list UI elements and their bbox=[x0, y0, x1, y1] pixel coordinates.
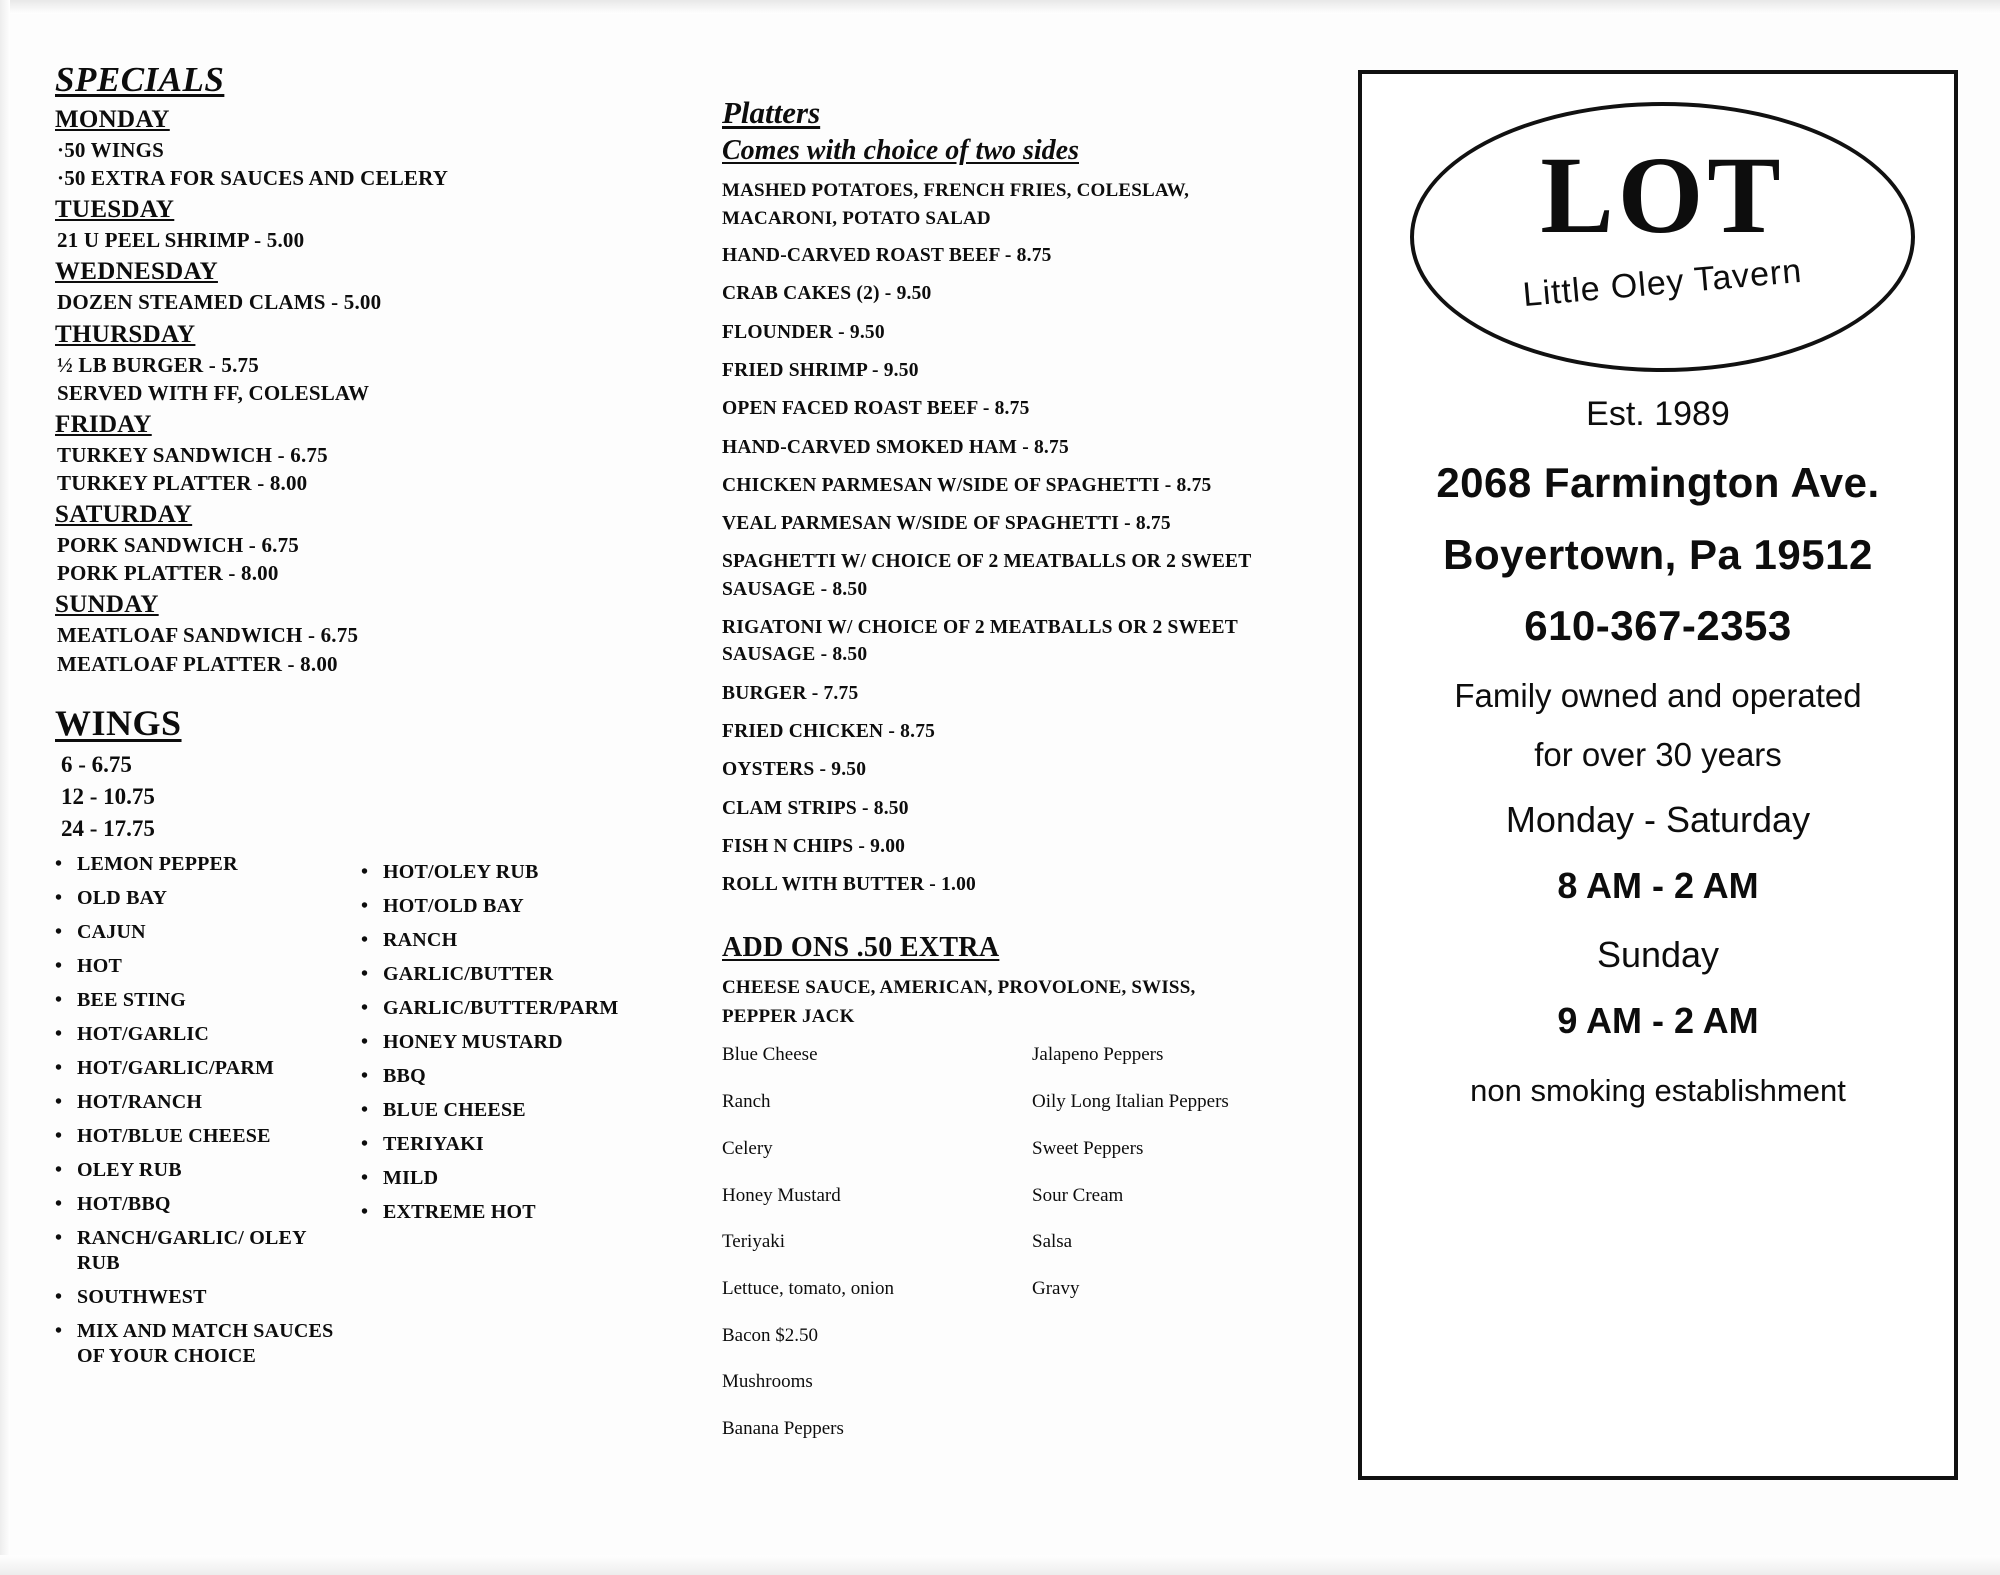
list-item bbox=[361, 1166, 651, 1191]
list-item: Sour Cream bbox=[1032, 1184, 1124, 1206]
list-item bbox=[361, 1132, 651, 1157]
list-item: Banana Peppers bbox=[722, 1417, 844, 1439]
platter-item: OYSTERS - 9.50 bbox=[722, 759, 867, 781]
platter-item: ROLL WITH BUTTER - 1.00 bbox=[722, 874, 977, 896]
wing-flavor-label: HOT/RANCH bbox=[77, 1090, 203, 1113]
wing-flavor-lists bbox=[55, 852, 675, 1378]
specials-tuesday-line-1: 21 U PEEL SHRIMP - 5.00 bbox=[57, 228, 305, 253]
years-in-business-line: for over 30 years bbox=[1534, 735, 1782, 773]
addons-heading: ADD ONS .50 EXTRA bbox=[722, 932, 1000, 964]
bullet-icon: • bbox=[361, 894, 369, 917]
specials-saturday-line-1: PORK SANDWICH - 6.75 bbox=[57, 533, 300, 558]
wing-flavor-label: HOT/OLD BAY bbox=[383, 894, 524, 917]
platter-item: CRAB CAKES (2) - 9.50 bbox=[722, 283, 932, 305]
bullet-icon: • bbox=[55, 1056, 63, 1079]
list-item: Gravy bbox=[1032, 1277, 1080, 1299]
list-item bbox=[361, 928, 651, 953]
specials-thursday-line-2: SERVED WITH FF, COLESLAW bbox=[57, 380, 370, 405]
list-item: Sweet Peppers bbox=[1032, 1137, 1144, 1159]
platter-item: FRIED SHRIMP - 9.50 bbox=[722, 359, 919, 381]
platter-item: FISH N CHIPS - 9.00 bbox=[722, 835, 906, 857]
bullet-icon: • bbox=[361, 860, 369, 883]
wing-flavor-column-1 bbox=[55, 852, 345, 1378]
wing-flavor-label: BLUE CHEESE bbox=[383, 1098, 526, 1121]
weekday-range: Monday - Saturday bbox=[1505, 798, 1811, 840]
sunday-label: Sunday bbox=[1596, 933, 1720, 975]
platter-item: BURGER - 7.75 bbox=[722, 682, 859, 704]
bullet-icon: • bbox=[361, 1098, 369, 1121]
bullet-icon: • bbox=[55, 852, 63, 875]
platter-item: SPAGHETTI W/ CHOICE OF 2 MEATBALLS OR 2 SWEET SAUSAGE - 8.50 bbox=[722, 551, 1252, 600]
logo-tagline: Little Oley Tavern bbox=[1521, 251, 1804, 315]
wing-flavor-label: HOT/GARLIC bbox=[77, 1022, 210, 1045]
bullet-icon: • bbox=[55, 954, 63, 977]
platter-item: RIGATONI W/ CHOICE OF 2 MEATBALLS OR 2 SWEET SAUSAGE - 8.50 bbox=[722, 617, 1238, 666]
list-item: Bacon $2.50 bbox=[722, 1324, 819, 1346]
bullet-icon: • bbox=[55, 1319, 63, 1342]
specials-and-wings-column bbox=[55, 60, 675, 1378]
list-item: Ranch bbox=[722, 1091, 771, 1113]
wing-flavor-label: HOT bbox=[77, 954, 123, 977]
restaurant-info-card bbox=[1358, 70, 1958, 1480]
bullet-icon: • bbox=[55, 1192, 63, 1215]
list-item bbox=[55, 954, 345, 979]
sunday-hours: 9 AM - 2 AM bbox=[1557, 1000, 1759, 1042]
list-item bbox=[361, 860, 651, 885]
list-item bbox=[55, 1226, 345, 1276]
wing-flavor-label: RANCH bbox=[383, 928, 458, 951]
scan-edge-top bbox=[0, 0, 2000, 14]
bullet-icon: • bbox=[361, 1030, 369, 1053]
list-item bbox=[55, 852, 345, 877]
wing-flavor-label: HOT/OLEY RUB bbox=[383, 860, 539, 883]
wing-flavor-label: HOT/GARLIC/PARM bbox=[77, 1056, 275, 1079]
bullet-icon: • bbox=[55, 988, 63, 1011]
scan-edge-bottom bbox=[0, 1555, 2000, 1575]
specials-sunday-line-1: MEATLOAF SANDWICH - 6.75 bbox=[57, 623, 359, 648]
platter-item: FRIED CHICKEN - 8.75 bbox=[722, 720, 936, 742]
list-item bbox=[55, 1285, 345, 1310]
specials-friday-line-2: TURKEY PLATTER - 8.00 bbox=[57, 470, 308, 495]
non-smoking-note: non smoking establishment bbox=[1470, 1072, 1846, 1108]
wing-flavor-label: EXTREME HOT bbox=[383, 1200, 536, 1223]
list-item bbox=[55, 988, 345, 1013]
list-item: Teriyaki bbox=[722, 1231, 786, 1253]
scan-edge-left bbox=[0, 0, 10, 1575]
specials-day-wednesday: WEDNESDAY bbox=[55, 258, 218, 286]
bullet-icon: • bbox=[55, 1158, 63, 1181]
wing-flavor-label: OLEY RUB bbox=[77, 1158, 182, 1181]
specials-day-tuesday: TUESDAY bbox=[55, 196, 175, 224]
street-address: 2068 Farmington Ave. bbox=[1436, 459, 1880, 507]
platters-heading: Platters bbox=[722, 95, 821, 130]
list-item bbox=[361, 996, 651, 1021]
list-item bbox=[361, 1064, 651, 1089]
list-item bbox=[55, 886, 345, 911]
list-item bbox=[361, 962, 651, 987]
specials-monday-line-1: ·50 WINGS bbox=[57, 138, 165, 162]
addons-column-2 bbox=[1032, 1043, 1302, 1463]
list-item bbox=[55, 1022, 345, 1047]
list-item bbox=[55, 1319, 345, 1369]
bullet-icon: • bbox=[55, 920, 63, 943]
specials-heading: SPECIALS bbox=[55, 60, 225, 99]
wing-flavor-column-2 bbox=[361, 852, 651, 1378]
wing-flavor-label: MILD bbox=[383, 1166, 439, 1189]
wing-flavor-label: LEMON PEPPER bbox=[77, 852, 238, 875]
wings-price-24: 24 - 17.75 bbox=[61, 815, 155, 841]
platter-item: FLOUNDER - 9.50 bbox=[722, 321, 885, 343]
list-item bbox=[55, 1124, 345, 1149]
phone-number: 610-367-2353 bbox=[1524, 602, 1792, 650]
platter-item: OPEN FACED ROAST BEEF - 8.75 bbox=[722, 398, 1030, 420]
bullet-icon: • bbox=[55, 886, 63, 909]
established-year: Est. 1989 bbox=[1586, 395, 1730, 433]
bullet-icon: • bbox=[55, 1285, 63, 1308]
wing-flavor-label: HONEY MUSTARD bbox=[383, 1030, 563, 1053]
card-info-lines bbox=[1380, 394, 1936, 1109]
specials-thursday-line-1: ½ LB BURGER - 5.75 bbox=[57, 352, 259, 377]
specials-friday-line-1: TURKEY SANDWICH - 6.75 bbox=[57, 442, 328, 467]
bullet-icon: • bbox=[55, 1226, 63, 1249]
bullet-icon: • bbox=[361, 962, 369, 985]
wing-flavor-label: BBQ bbox=[383, 1064, 426, 1087]
wing-flavor-label: MIX AND MATCH SAUCES OF YOUR CHOICE bbox=[77, 1319, 334, 1367]
specials-saturday-line-2: PORK PLATTER - 8.00 bbox=[57, 561, 279, 586]
wings-heading: WINGS bbox=[55, 702, 182, 743]
list-item bbox=[361, 894, 651, 919]
list-item bbox=[361, 1098, 651, 1123]
city-state-zip: Boyertown, Pa 19512 bbox=[1443, 530, 1873, 578]
card-border bbox=[1358, 70, 1958, 1480]
addons-cheese-note: CHEESE SAUCE, AMERICAN, PROVOLONE, SWISS, PEPPER JACK bbox=[722, 977, 1196, 1027]
wing-flavor-label: SOUTHWEST bbox=[77, 1285, 207, 1308]
logo-oval bbox=[1410, 102, 1915, 372]
bullet-icon: • bbox=[361, 1064, 369, 1087]
bullet-icon: • bbox=[55, 1090, 63, 1113]
list-item bbox=[55, 920, 345, 945]
wing-flavor-label: BEE STING bbox=[77, 988, 187, 1011]
list-item bbox=[55, 1158, 345, 1183]
specials-day-saturday: SATURDAY bbox=[55, 501, 193, 529]
list-item bbox=[55, 1056, 345, 1081]
platter-item: HAND-CARVED ROAST BEEF - 8.75 bbox=[722, 245, 1052, 267]
wing-flavor-label: RANCH/GARLIC/ OLEY RUB bbox=[77, 1226, 306, 1274]
specials-sunday-line-2: MEATLOAF PLATTER - 8.00 bbox=[57, 651, 338, 676]
wings-price-6: 6 - 6.75 bbox=[61, 751, 132, 777]
specials-monday-line-2: ·50 EXTRA FOR SAUCES AND CELERY bbox=[57, 166, 449, 191]
addons-column-1 bbox=[722, 1043, 992, 1463]
list-item bbox=[361, 1200, 651, 1225]
wing-flavor-label: CAJUN bbox=[77, 920, 146, 943]
bullet-icon: • bbox=[55, 1022, 63, 1045]
addons-lists bbox=[722, 1043, 1342, 1463]
list-item: Oily Long Italian Peppers bbox=[1032, 1091, 1229, 1113]
platter-item: CLAM STRIPS - 8.50 bbox=[722, 797, 909, 819]
list-item bbox=[55, 1090, 345, 1115]
list-item: Salsa bbox=[1032, 1231, 1073, 1253]
wing-flavor-label: TERIYAKI bbox=[383, 1132, 484, 1155]
list-item: Honey Mustard bbox=[722, 1184, 841, 1206]
specials-wednesday-line-1: DOZEN STEAMED CLAMS - 5.00 bbox=[57, 290, 382, 315]
platters-subheading: Comes with choice of two sides bbox=[722, 135, 1079, 166]
list-item bbox=[55, 1192, 345, 1217]
bullet-icon: • bbox=[361, 996, 369, 1019]
bullet-icon: • bbox=[55, 1124, 63, 1147]
list-item bbox=[361, 1030, 651, 1055]
bullet-icon: • bbox=[361, 1132, 369, 1155]
list-item: Jalapeno Peppers bbox=[1032, 1044, 1164, 1066]
specials-day-sunday: SUNDAY bbox=[55, 591, 159, 619]
list-item: Mushrooms bbox=[722, 1371, 813, 1393]
wing-flavor-label: HOT/BLUE CHEESE bbox=[77, 1124, 271, 1147]
platter-item: VEAL PARMESAN W/SIDE OF SPAGHETTI - 8.75 bbox=[722, 513, 1171, 535]
platter-item: CHICKEN PARMESAN W/SIDE OF SPAGHETTI - 8.75 bbox=[722, 474, 1212, 496]
wing-flavor-label: HOT/BBQ bbox=[77, 1192, 171, 1215]
specials-day-thursday: THURSDAY bbox=[55, 320, 196, 348]
family-owned-line: Family owned and operated bbox=[1454, 676, 1862, 714]
specials-day-monday: MONDAY bbox=[55, 106, 170, 133]
platters-sides-note: MASHED POTATOES, FRENCH FRIES, COLESLAW, MACARONI, POTATO SALAD bbox=[722, 180, 1190, 229]
list-item: Celery bbox=[722, 1137, 773, 1159]
wing-flavor-label: GARLIC/BUTTER bbox=[383, 962, 554, 985]
wing-flavor-label: OLD BAY bbox=[77, 886, 168, 909]
wing-flavor-label: GARLIC/BUTTER/PARM bbox=[383, 996, 619, 1019]
logo-text: LOT bbox=[1540, 134, 1785, 256]
list-item: Lettuce, tomato, onion bbox=[722, 1277, 895, 1299]
bullet-icon: • bbox=[361, 928, 369, 951]
bullet-icon: • bbox=[361, 1200, 369, 1223]
platter-item: HAND-CARVED SMOKED HAM - 8.75 bbox=[722, 436, 1069, 458]
weekday-hours: 8 AM - 2 AM bbox=[1557, 865, 1759, 907]
specials-day-friday: FRIDAY bbox=[55, 410, 152, 438]
platters-and-addons-column bbox=[722, 95, 1342, 1464]
list-item: Blue Cheese bbox=[722, 1044, 818, 1066]
bullet-icon: • bbox=[361, 1166, 369, 1189]
wings-price-12: 12 - 10.75 bbox=[61, 783, 155, 809]
